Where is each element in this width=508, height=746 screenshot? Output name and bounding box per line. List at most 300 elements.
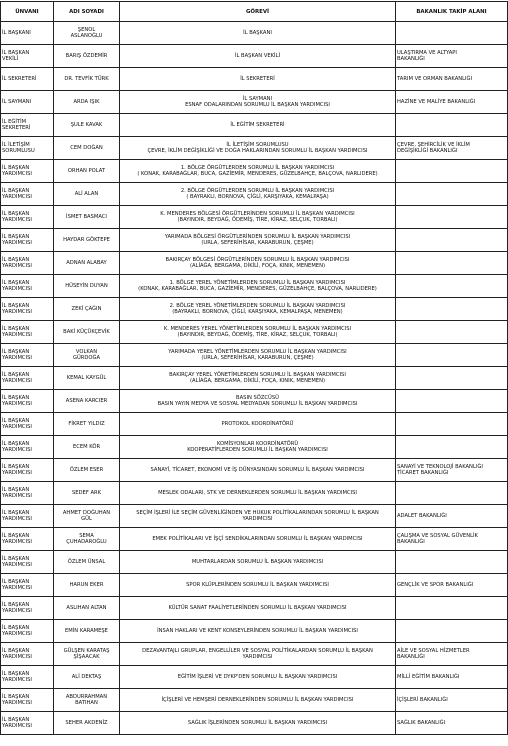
cell-text-line: YARDIMCISI bbox=[2, 539, 32, 545]
table-row bbox=[1, 643, 508, 666]
table-row bbox=[1, 436, 508, 459]
table-row bbox=[1, 482, 508, 505]
cell-unvan bbox=[1, 505, 54, 528]
cell-text-line: YARDIMCISI bbox=[2, 677, 32, 683]
cell-text-line: İL BAŞKAN bbox=[2, 671, 30, 677]
cell-text-line: BAKIRÇAY BÖLGESİ ÖRGÜTLERİNDEN SORUMLU İL BAŞKAN YARDIMCISI bbox=[165, 257, 350, 263]
cell-bakanlik-takip-alani bbox=[396, 229, 508, 252]
cell-bakanlik-takip-alani bbox=[396, 344, 508, 367]
cell-bakanlik-takip-alani bbox=[396, 68, 508, 91]
cell-text-line: DR. TEVFİK TÜRK bbox=[64, 76, 109, 82]
cell-text-line: VOLKAN bbox=[75, 349, 98, 355]
cell-gorevi bbox=[120, 551, 396, 574]
cell-text-line: YARDIMCISI bbox=[2, 309, 32, 315]
table-row bbox=[1, 206, 508, 229]
cell-text-line: YARDIMCISI bbox=[2, 263, 32, 269]
cell-text-line: İL SEKRETERİ bbox=[2, 76, 37, 82]
cell-text-line: ÇEVRE, İKLİM DEĞİŞİKLİĞİ VE DOĞA HAKLARINDAN SORUMLU İL BAŞKAN YARDIMCISI bbox=[147, 148, 368, 154]
cell-bakanlik-takip-alani bbox=[396, 505, 508, 528]
cell-gorevi bbox=[120, 344, 396, 367]
cell-text-line: İSMET BASMACI bbox=[66, 214, 107, 220]
table-row bbox=[1, 183, 508, 206]
cell-text-line: İL BAŞKAN bbox=[2, 257, 30, 263]
cell-text-line: EĞİTİM İŞLERİ VE DYKP'DEN SORUMLU İL BAŞKAN YARDIMCISI bbox=[177, 674, 338, 680]
cell-adi-soyadi bbox=[54, 505, 120, 528]
cell-text-line: ŞENOL bbox=[77, 27, 96, 33]
cell-adi-soyadi bbox=[54, 91, 120, 114]
cell-text-line: ESNAF ODALARINDAN SORUMLU İL BAŞKAN YARDIMCISI bbox=[185, 102, 330, 108]
cell-adi-soyadi bbox=[54, 413, 120, 436]
table-row bbox=[1, 551, 508, 574]
cell-bakanlik-takip-alani bbox=[396, 551, 508, 574]
cell-unvan bbox=[1, 551, 54, 574]
table-row bbox=[1, 91, 508, 114]
cell-text-line: SEHER AKDENİZ bbox=[65, 720, 108, 726]
cell-unvan bbox=[1, 712, 54, 735]
cell-text-line: ( BAYRAKLI, BORNOVA, ÇİĞLİ, KARŞIYAKA, KEMALPAŞA) bbox=[186, 194, 329, 200]
cell-text-line: FİKRET YILDIZ bbox=[68, 421, 105, 427]
cell-bakanlik-takip-alani bbox=[396, 597, 508, 620]
table-row bbox=[1, 68, 508, 91]
cell-text-line: BARIŞ ÖZDEMİR bbox=[65, 53, 108, 59]
cell-unvan bbox=[1, 68, 54, 91]
table-row bbox=[1, 574, 508, 597]
cell-unvan bbox=[1, 22, 54, 45]
cell-text-line: İL BAŞKAN bbox=[2, 579, 30, 585]
cell-bakanlik-takip-alani bbox=[396, 160, 508, 183]
cell-adi-soyadi bbox=[54, 68, 120, 91]
cell-gorevi bbox=[120, 459, 396, 482]
cell-text-line: İL BAŞKAN bbox=[2, 418, 30, 424]
cell-text-line: İL BAŞKAN bbox=[2, 280, 30, 286]
cell-text-line: KEMAL KAYGÜL bbox=[66, 375, 107, 381]
cell-adi-soyadi bbox=[54, 574, 120, 597]
cell-text-line: İL İLETİŞİM SORUMLUSU bbox=[226, 142, 289, 148]
cell-text-line: BAKANLIĞI bbox=[397, 56, 425, 62]
cell-text-line: KÜLTÜR SANAT FAALİYETLERİNDEN SORUMLU İL BAŞKAN YARDIMCISI bbox=[168, 605, 347, 611]
header-unvan: ÜNVANI bbox=[1, 2, 54, 22]
cell-text-line: ARDA IŞIK bbox=[73, 99, 100, 105]
cell-text-line: İL BAŞKAN bbox=[2, 533, 30, 539]
cell-adi-soyadi bbox=[54, 436, 120, 459]
cell-text-line: YARDIMCISI bbox=[2, 608, 32, 614]
cell-text-line: İL BAŞKAN bbox=[2, 648, 30, 654]
cell-text-line: İL BAŞKAN bbox=[2, 211, 30, 217]
cell-adi-soyadi bbox=[54, 45, 120, 68]
cell-text-line: BAKANLIĞI bbox=[397, 654, 425, 660]
cell-bakanlik-takip-alani bbox=[396, 390, 508, 413]
cell-gorevi bbox=[120, 229, 396, 252]
cell-text-line: İL BAŞKANI bbox=[2, 30, 31, 36]
table-row bbox=[1, 137, 508, 160]
cell-text-line: İL SAYMANI bbox=[242, 96, 273, 102]
cell-text-line: ÖZLEM ESER bbox=[69, 467, 104, 473]
cell-bakanlik-takip-alani bbox=[396, 298, 508, 321]
cell-gorevi bbox=[120, 528, 396, 551]
cell-text-line: ŞULE KAVAK bbox=[70, 122, 103, 128]
cell-gorevi bbox=[120, 666, 396, 689]
cell-text-line: 2. BÖLGE ÖRGÜTLERDEN SORUMLU İL BAŞKAN YARDIMCISI bbox=[180, 188, 335, 194]
cell-adi-soyadi bbox=[54, 390, 120, 413]
cell-unvan bbox=[1, 298, 54, 321]
cell-gorevi bbox=[120, 436, 396, 459]
cell-unvan bbox=[1, 574, 54, 597]
cell-text-line: ÇUHADAROĞLU bbox=[66, 539, 107, 545]
table-row bbox=[1, 229, 508, 252]
cell-text-line: 1. BÖLGE ÖRGÜTLERDEN SORUMLU İL BAŞKAN YARDIMCISI bbox=[180, 165, 335, 171]
cell-text-line: BASIN YAYIN MEDYA VE SOSYAL MEDYADAN SORUMLU İL BAŞKAN YARDIMCISI bbox=[157, 401, 358, 407]
cell-text-line: K. MENDERES BÖLGESİ ÖRGÜTLERİNDEN SORUMLU İL BAŞKAN YARDIMCISI bbox=[160, 211, 355, 217]
cell-text-line: TİCARET BAKANLIĞI bbox=[397, 470, 449, 476]
cell-text-line: MESLEK ODALARI, STK VE DERNEKLERDEN SORUMLU İL BAŞKAN YARDIMCISI bbox=[158, 490, 357, 496]
cell-text-line: AİLE VE SOSYAL HİZMETLER bbox=[397, 648, 470, 654]
cell-text-line: ÖZLEM ÜNSAL bbox=[67, 559, 106, 565]
cell-bakanlik-takip-alani bbox=[396, 436, 508, 459]
table-row bbox=[1, 597, 508, 620]
cell-text-line: İL İLETİŞİM bbox=[2, 142, 30, 148]
cell-text-line: SANAYİ VE TEKNOLOJİ BAKANLIĞI bbox=[397, 464, 483, 470]
table-row bbox=[1, 620, 508, 643]
cell-adi-soyadi bbox=[54, 666, 120, 689]
cell-text-line: İL BAŞKANI bbox=[243, 30, 272, 36]
cell-adi-soyadi bbox=[54, 689, 120, 712]
cell-adi-soyadi bbox=[54, 321, 120, 344]
cell-text-line: SANAYİ, TİCARET, EKONOMİ VE İŞ DÜNYASINDAN SORUMLU İL BAŞKAN YARDIMCISI bbox=[150, 467, 365, 473]
cell-text-line: YARDIMCISI bbox=[2, 562, 32, 568]
cell-text-line: SAĞLIK BAKANLIĞI bbox=[397, 720, 446, 726]
cell-bakanlik-takip-alani bbox=[396, 643, 508, 666]
cell-adi-soyadi bbox=[54, 22, 120, 45]
header-bakanlik-takip-alani: BAKANLIK TAKİP ALANI bbox=[396, 2, 508, 22]
cell-unvan bbox=[1, 528, 54, 551]
cell-bakanlik-takip-alani bbox=[396, 22, 508, 45]
cell-bakanlik-takip-alani bbox=[396, 528, 508, 551]
cell-text-line: (BAYRAKLI, BORNOVA, ÇİĞLİ, KARŞIYAKA, KEMALPAŞA, MENEMEN) bbox=[172, 309, 343, 315]
table-row bbox=[1, 390, 508, 413]
cell-text-line: İL BAŞKAN bbox=[2, 395, 30, 401]
cell-bakanlik-takip-alani bbox=[396, 689, 508, 712]
cell-unvan bbox=[1, 91, 54, 114]
cell-unvan bbox=[1, 413, 54, 436]
cell-unvan bbox=[1, 206, 54, 229]
cell-bakanlik-takip-alani bbox=[396, 45, 508, 68]
cell-gorevi bbox=[120, 413, 396, 436]
cell-unvan bbox=[1, 666, 54, 689]
cell-text-line: HARUN EKER bbox=[69, 582, 104, 588]
cell-text-line: ZEKİ ÇAĞIN bbox=[71, 306, 102, 312]
cell-text-line: İL BAŞKAN bbox=[2, 188, 30, 194]
table-row bbox=[1, 459, 508, 482]
header-adi-soyadi: ADI SOYADI bbox=[54, 2, 120, 22]
cell-text-line: YARDIMCISI bbox=[2, 700, 32, 706]
cell-bakanlik-takip-alani bbox=[396, 252, 508, 275]
cell-bakanlik-takip-alani bbox=[396, 275, 508, 298]
cell-unvan bbox=[1, 344, 54, 367]
cell-gorevi bbox=[120, 298, 396, 321]
cell-text-line: İL SAYMANI bbox=[2, 99, 32, 105]
table-row bbox=[1, 45, 508, 68]
cell-unvan bbox=[1, 689, 54, 712]
cell-bakanlik-takip-alani bbox=[396, 114, 508, 137]
table-row bbox=[1, 275, 508, 298]
cell-text-line: ÇEVRE, ŞEHİRCİLİK VE İKLİM bbox=[397, 142, 470, 148]
cell-bakanlik-takip-alani bbox=[396, 620, 508, 643]
cell-text-line: HAZİNE VE MALİYE BAKANLIĞI bbox=[397, 99, 476, 105]
table-row bbox=[1, 252, 508, 275]
cell-adi-soyadi bbox=[54, 275, 120, 298]
cell-text-line: İL BAŞKAN bbox=[2, 349, 30, 355]
cell-adi-soyadi bbox=[54, 551, 120, 574]
cell-text-line: İL BAŞKAN bbox=[2, 303, 30, 309]
cell-text-line: TARIM VE ORMAN BAKANLIĞI bbox=[397, 76, 473, 82]
cell-adi-soyadi bbox=[54, 160, 120, 183]
cell-text-line: İÇİŞLERİ VE HEMŞERİ DERNEKLERİNDEN SORUMLU İL BAŞKAN YARDIMCISI bbox=[161, 697, 354, 703]
cell-unvan bbox=[1, 620, 54, 643]
cell-text-line: İL BAŞKAN bbox=[2, 234, 30, 240]
cell-text-line: İL BAŞKAN bbox=[2, 625, 30, 631]
cell-text-line: YARDIMCISI bbox=[242, 654, 273, 660]
cell-text-line: K. MENDERES YEREL YÖNETİMLERDEN SORUMLU İL BAŞKAN YARDIMCISI bbox=[163, 326, 352, 332]
cell-text-line: ECEM KÖR bbox=[72, 444, 101, 450]
cell-adi-soyadi bbox=[54, 183, 120, 206]
personnel-table bbox=[0, 1, 508, 735]
cell-gorevi bbox=[120, 275, 396, 298]
cell-text-line: İL BAŞKAN bbox=[2, 487, 30, 493]
cell-gorevi bbox=[120, 160, 396, 183]
cell-text-line: İL BAŞKAN bbox=[2, 602, 30, 608]
cell-text-line: YARDIMCISI bbox=[2, 217, 32, 223]
cell-text-line: YARDIMCISI bbox=[2, 401, 32, 407]
cell-text-line: YARDIMCISI bbox=[2, 470, 32, 476]
cell-text-line: ALİ ALAN bbox=[74, 191, 99, 197]
cell-bakanlik-takip-alani bbox=[396, 482, 508, 505]
table-row bbox=[1, 321, 508, 344]
cell-text-line: İL SEKRETERİ bbox=[240, 76, 275, 82]
cell-text-line: ABDURRAHMAN bbox=[65, 694, 108, 700]
table-row bbox=[1, 689, 508, 712]
table-row bbox=[1, 666, 508, 689]
cell-bakanlik-takip-alani bbox=[396, 712, 508, 735]
cell-text-line: YARDIMCISI bbox=[2, 332, 32, 338]
table-row bbox=[1, 712, 508, 735]
cell-unvan bbox=[1, 390, 54, 413]
cell-gorevi bbox=[120, 620, 396, 643]
cell-text-line: İL EĞİTİM bbox=[2, 119, 27, 125]
cell-text-line: (ALİAĞA, BERGAMA, DİKİLİ, FOÇA, KINIK, MENEMEN) bbox=[190, 378, 325, 384]
cell-text-line: YARDIMCISI bbox=[2, 240, 32, 246]
cell-text-line: KOMİSYONLAR KOORDİNATÖRÜ bbox=[216, 441, 299, 447]
cell-adi-soyadi bbox=[54, 620, 120, 643]
cell-adi-soyadi bbox=[54, 712, 120, 735]
cell-unvan bbox=[1, 321, 54, 344]
cell-text-line: EMİN KARAMEŞE bbox=[65, 628, 108, 634]
table-row bbox=[1, 367, 508, 390]
cell-text-line: (BAYINDIR, BEYDAĞ, ÖDEMİŞ, TİRE, KİRAZ, SELÇUK, TORBALI) bbox=[177, 217, 338, 223]
cell-bakanlik-takip-alani bbox=[396, 91, 508, 114]
cell-text-line: ( KONAK, KARABAĞLAR, BUCA, GAZİEMİR, MENDERES, GÜZELBAHÇE, BALÇOVA, NARLIDERE) bbox=[137, 171, 378, 177]
cell-adi-soyadi bbox=[54, 597, 120, 620]
cell-gorevi bbox=[120, 137, 396, 160]
cell-gorevi bbox=[120, 390, 396, 413]
cell-text-line: BAKIRÇAY YEREL YÖNETİMLERDEN SORUMLU İL BAŞKAN YARDIMCISI bbox=[169, 372, 346, 378]
cell-text-line: YARDIMCISI bbox=[2, 424, 32, 430]
cell-text-line: SEMA bbox=[79, 533, 94, 539]
cell-adi-soyadi bbox=[54, 643, 120, 666]
cell-adi-soyadi bbox=[54, 137, 120, 160]
cell-gorevi bbox=[120, 597, 396, 620]
cell-gorevi bbox=[120, 482, 396, 505]
cell-text-line: PROTOKOL KOORDİNATÖRÜ bbox=[221, 421, 294, 427]
cell-text-line: YARIMADA YEREL YÖNETİMLERDEN SORUMLU İL BAŞKAN YARDIMCISI bbox=[168, 349, 347, 355]
cell-unvan bbox=[1, 482, 54, 505]
cell-bakanlik-takip-alani bbox=[396, 206, 508, 229]
cell-text-line: DEĞİŞİKLİĞİ BAKANLIĞI bbox=[397, 148, 458, 154]
cell-gorevi bbox=[120, 91, 396, 114]
cell-text-line: 2. BÖLGE YEREL YÖNETİMLERDEN SORUMLU İL BAŞKAN YARDIMCISI bbox=[169, 303, 346, 309]
table-row bbox=[1, 298, 508, 321]
cell-unvan bbox=[1, 252, 54, 275]
cell-unvan bbox=[1, 137, 54, 160]
cell-text-line: BATIHAN bbox=[75, 700, 98, 706]
cell-text-line: MİLLİ EĞİTİM BAKANLIĞI bbox=[397, 674, 460, 680]
cell-text-line: (BAYINDIR, BEYDAĞ, ÖDEMİŞ, TİRE, KİRAZ, SELÇUK, TORBALI) bbox=[177, 332, 338, 338]
cell-text-line: İL BAŞKAN bbox=[2, 510, 30, 516]
cell-adi-soyadi bbox=[54, 344, 120, 367]
cell-text-line: (URLA, SEFERİHİSAR, KARABURUN, ÇEŞME) bbox=[201, 240, 314, 246]
cell-text-line: ADNAN ALABAY bbox=[66, 260, 107, 266]
cell-bakanlik-takip-alani bbox=[396, 666, 508, 689]
cell-gorevi bbox=[120, 206, 396, 229]
cell-gorevi bbox=[120, 45, 396, 68]
header-row bbox=[1, 2, 508, 22]
cell-text-line: ASENA KARCIER bbox=[65, 398, 108, 404]
cell-adi-soyadi bbox=[54, 367, 120, 390]
cell-gorevi bbox=[120, 712, 396, 735]
cell-text-line: YARIMADA BÖLGESİ ÖRGÜTLERİNDEN SORUMLU İL BAŞKAN YARDIMCISI bbox=[164, 234, 351, 240]
cell-text-line: İL BAŞKAN VEKİLİ bbox=[234, 53, 281, 59]
cell-adi-soyadi bbox=[54, 528, 120, 551]
cell-unvan bbox=[1, 160, 54, 183]
cell-text-line: SPOR KLÜPLERİNDEN SORUMLU İL BAŞKAN YARDIMCISI bbox=[186, 582, 329, 588]
cell-text-line: İL BAŞKAN bbox=[2, 165, 30, 171]
cell-text-line: YARDIMCISI bbox=[2, 516, 32, 522]
cell-adi-soyadi bbox=[54, 298, 120, 321]
cell-text-line: GENÇLİK VE SPOR BAKANLIĞI bbox=[397, 582, 474, 588]
table-row bbox=[1, 505, 508, 528]
cell-text-line: SEKRETERİ bbox=[2, 125, 31, 131]
cell-text-line: GÜL bbox=[81, 516, 92, 522]
cell-text-line: BAKANLIĞI bbox=[397, 539, 425, 545]
cell-text-line: ÇALIŞMA VE SOSYAL GÜVENLİK bbox=[397, 533, 478, 539]
cell-adi-soyadi bbox=[54, 229, 120, 252]
cell-text-line: İL BAŞKAN bbox=[2, 694, 30, 700]
cell-unvan bbox=[1, 114, 54, 137]
cell-gorevi bbox=[120, 574, 396, 597]
cell-unvan bbox=[1, 229, 54, 252]
cell-bakanlik-takip-alani bbox=[396, 183, 508, 206]
cell-text-line: GÜLŞEN KARATAŞ bbox=[63, 648, 110, 654]
cell-text-line: VEKİLİ bbox=[2, 56, 19, 62]
cell-text-line: YARDIMCISI bbox=[2, 378, 32, 384]
cell-unvan bbox=[1, 643, 54, 666]
cell-gorevi bbox=[120, 183, 396, 206]
cell-unvan bbox=[1, 45, 54, 68]
cell-bakanlik-takip-alani bbox=[396, 321, 508, 344]
cell-text-line: YARDIMCISI bbox=[2, 194, 32, 200]
cell-text-line: YARDIMCISI bbox=[2, 631, 32, 637]
cell-bakanlik-takip-alani bbox=[396, 367, 508, 390]
cell-bakanlik-takip-alani bbox=[396, 413, 508, 436]
cell-text-line: BASIN SÖZCÜSÜ bbox=[236, 395, 279, 401]
cell-bakanlik-takip-alani bbox=[396, 574, 508, 597]
cell-unvan bbox=[1, 459, 54, 482]
cell-text-line: YARDIMCISI bbox=[2, 585, 32, 591]
cell-text-line: DEZAVANTAJLI GRUPLAR, ENGELLİLER VE SOSYAL POLİTİKALARDAN SORUMLU İL BAŞKAN bbox=[142, 648, 373, 654]
cell-gorevi bbox=[120, 643, 396, 666]
cell-text-line: YARDIMCISI bbox=[2, 171, 32, 177]
cell-text-line: YARDIMCISI bbox=[242, 516, 273, 522]
cell-text-line: YARDIMCISI bbox=[2, 493, 32, 499]
cell-text-line: İL BAŞKAN bbox=[2, 50, 30, 56]
cell-text-line: SEÇİM İŞLERİ İLE SEÇİM GÜVENLİĞİNDEN VE HUKUK POLİTİKALARINDAN SORUMLU İL BAŞKAN bbox=[136, 510, 379, 516]
cell-gorevi bbox=[120, 321, 396, 344]
table-row bbox=[1, 160, 508, 183]
cell-gorevi bbox=[120, 367, 396, 390]
cell-text-line: KOOPERATİFLERDEN SORUMLU İL BAŞKAN YARDIMCISI bbox=[187, 447, 328, 453]
table-row bbox=[1, 114, 508, 137]
cell-adi-soyadi bbox=[54, 252, 120, 275]
table-row bbox=[1, 22, 508, 45]
cell-text-line: BAKİ KÜÇÜKÇEVİK bbox=[63, 329, 110, 335]
cell-gorevi bbox=[120, 68, 396, 91]
cell-text-line: İL BAŞKAN bbox=[2, 372, 30, 378]
cell-text-line: ORHAN POLAT bbox=[67, 168, 106, 174]
cell-text-line: (KONAK, KARABAĞLAR, BUCA, GAZİEMİR, MENDERES, GÜZELBAHÇE, BALÇOVA, NARLIDERE) bbox=[138, 286, 377, 292]
cell-text-line: SAĞLIK İŞLERİNDEN SORUMLU İL BAŞKAN YARDIMCISI bbox=[187, 720, 328, 726]
cell-gorevi bbox=[120, 114, 396, 137]
cell-text-line: (ALİAĞA, BERGAMA, DİKİLİ, FOÇA, KINIK, MENEMEN) bbox=[190, 263, 325, 269]
cell-gorevi bbox=[120, 252, 396, 275]
cell-adi-soyadi bbox=[54, 459, 120, 482]
cell-text-line: İL BAŞKAN bbox=[2, 441, 30, 447]
cell-unvan bbox=[1, 597, 54, 620]
cell-text-line: İL BAŞKAN bbox=[2, 717, 30, 723]
cell-unvan bbox=[1, 183, 54, 206]
cell-text-line: YARDIMCISI bbox=[2, 447, 32, 453]
cell-text-line: EMEK POLİTİKALARI VE İŞÇİ SENDİKALARINDAN SORUMLU İL BAŞKAN YARDIMCISI bbox=[152, 536, 363, 542]
cell-text-line: 1. BÖLGE YEREL YÖNETİMLERDEN SORUMLU İL BAŞKAN YARDIMCISI bbox=[169, 280, 346, 286]
cell-text-line: (URLA, SEFERİHİSAR, KARABURUN, ÇEŞME) bbox=[201, 355, 314, 361]
cell-text-line: MUHTARLARDAN SORUMLU İL BAŞKAN YARDIMCISI bbox=[191, 559, 324, 565]
cell-adi-soyadi bbox=[54, 482, 120, 505]
cell-unvan bbox=[1, 367, 54, 390]
cell-gorevi bbox=[120, 505, 396, 528]
cell-gorevi bbox=[120, 689, 396, 712]
cell-unvan bbox=[1, 275, 54, 298]
cell-text-line: İÇİŞLERİ BAKANLIĞI bbox=[397, 697, 448, 703]
cell-text-line: ŞİŞAACAK bbox=[73, 654, 100, 660]
cell-adi-soyadi bbox=[54, 206, 120, 229]
cell-text-line: YARDIMCISI bbox=[2, 286, 32, 292]
cell-text-line: ASLANOĞLU bbox=[70, 33, 103, 39]
cell-text-line: ADALET BAKANLIĞI bbox=[397, 513, 447, 519]
cell-text-line: CEM DOĞAN bbox=[70, 145, 103, 151]
cell-text-line: GÜRDOĞA bbox=[72, 355, 101, 361]
table-row bbox=[1, 344, 508, 367]
cell-text-line: YARDIMCISI bbox=[2, 355, 32, 361]
cell-text-line: İNSAN HAKLARI VE KENT KONSEYLERİNDEN SORUMLU İL BAŞKAN YARDIMCISI bbox=[157, 628, 358, 634]
cell-text-line: SORUMLUSU bbox=[2, 148, 35, 154]
